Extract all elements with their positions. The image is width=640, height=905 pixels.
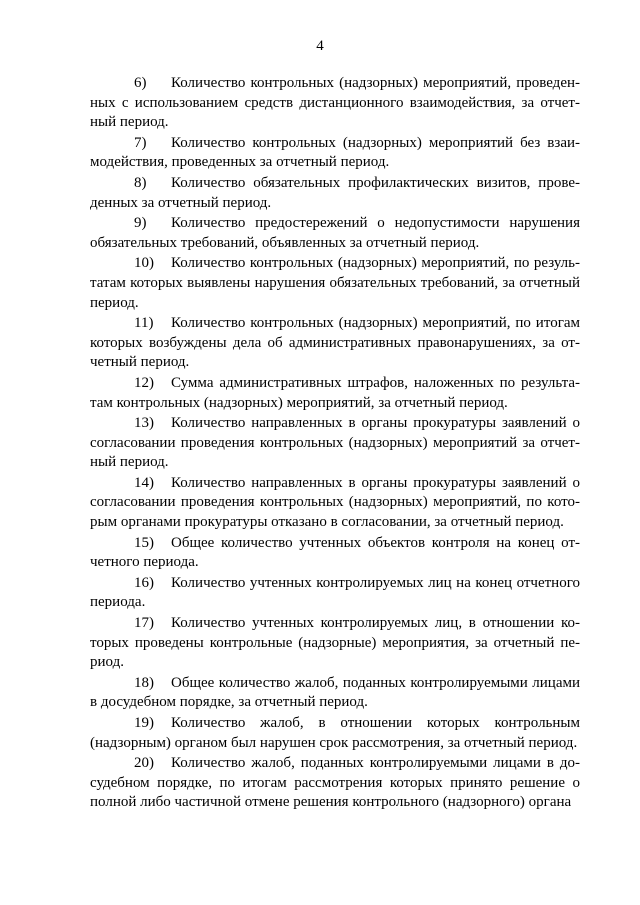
item-text: Количество контрольных (надзорных) мероприятий, проведенных с использованием средств дистанционного взаимодействия, за отчетный период. [90,75,580,131]
item-text: Количество контрольных (надзорных) мероприятий, по результатам которых выявлены нарушения обязательных требований, за отчетный период. [90,255,580,311]
item-text: Количество направленных в органы прокуратуры заявлений о согласовании проведения контрольных (надзорных) мероприятий, по которым органами прокуратуры отказано в согласовании, за отчетный период. [90,474,580,531]
list-item [90,474,580,533]
list-item [90,314,580,373]
item-text: Количество жалоб, в отношении которых контрольным (надзорным) органом был нарушен срок рассмотрения, за отчетный период. [90,715,580,751]
item-number: 20) [134,755,154,772]
item-number: 6) [134,75,147,91]
item-text: Количество предостережений о недопустимости нарушения обязательных требований, объявленных за отчетный период. [90,215,580,251]
item-text: Сумма административных штрафов, наложенных по результатам контрольных (надзорных) мероприятий, за отчетный период. [90,374,580,411]
list-item [90,74,580,133]
list-item [90,534,580,573]
list-item [90,754,580,813]
item-number: 14) [134,474,154,491]
item-number: 16) [134,574,154,591]
item-number: 9) [134,215,147,232]
item-text: Количество учтенных контролируемых лиц, в отношении которых проведены контрольные (надзорные) мероприятия, за отчетный период. [90,615,580,671]
list-item [90,414,580,473]
item-number: 12) [134,374,154,391]
item-number: 15) [134,534,154,551]
list-item [90,174,580,213]
list-item [90,214,580,253]
item-number: 11) [134,315,154,332]
item-text: Общее количество жалоб, поданных контролируемыми лицами в досудебном порядке, за отчетный период. [90,674,580,711]
item-number: 17) [134,615,154,632]
item-text: Количество жалоб, поданных контролируемыми лицами в досудебном порядке, по итогам рассмотрения которых принято решение о полной либо частичной отмене решения контрольного (надзорного) органа [90,755,580,811]
item-number: 10) [134,255,154,272]
item-text: Количество обязательных профилактических визитов, проведенных за отчетный период. [90,174,580,211]
item-text: Количество учтенных контролируемых лиц на конец отчетного периода. [90,574,580,611]
item-number: 7) [134,134,147,151]
list-item [90,714,580,753]
list-item [90,614,580,673]
document-body [90,74,580,814]
list-item [90,254,580,313]
item-number: 18) [134,674,154,691]
item-number: 13) [134,415,154,432]
list-item [90,674,580,713]
list-item [90,134,580,173]
item-number: 8) [134,174,147,191]
page-number: 4 [316,38,324,54]
item-text: Количество контрольных (надзорных) мероприятий, по итогам которых возбуждены дела об административных правонарушениях, за отчетный период. [90,315,580,371]
list-item [90,374,580,413]
item-text: Количество направленных в органы прокуратуры заявлений о согласовании проведения контрольных (надзорных) мероприятий за отчетный период. [90,415,580,471]
item-text: Общее количество учтенных объектов контроля на конец отчетного периода. [90,534,580,571]
item-number: 19) [134,715,154,731]
item-text: Количество контрольных (надзорных) мероприятий без взаимодействия, проведенных за отчетный период. [90,134,580,171]
list-item [90,574,580,613]
